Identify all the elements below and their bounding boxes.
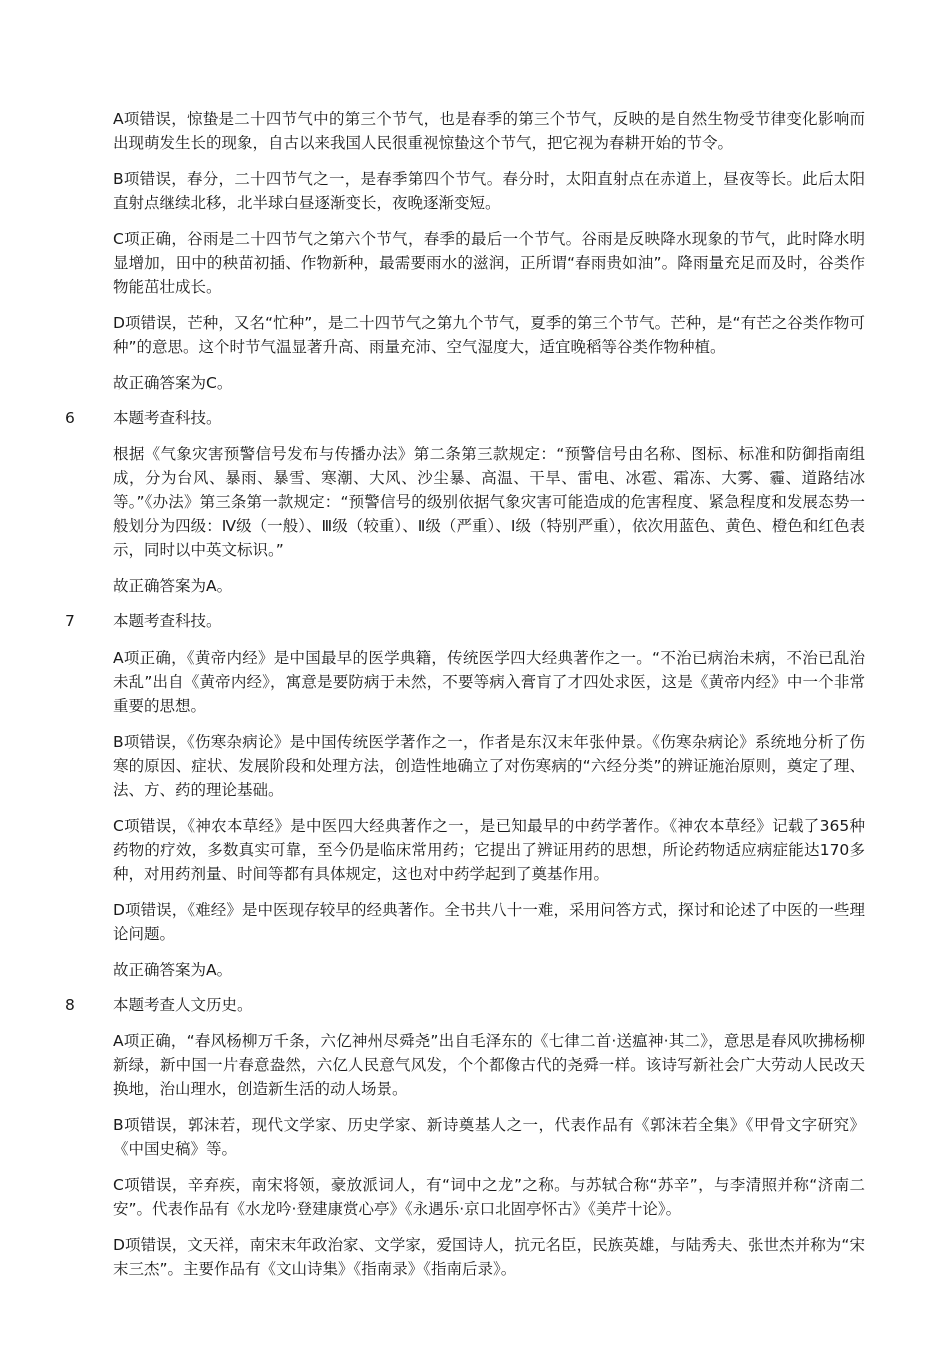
q5-option-a: A项错误，惊蛰是二十四节气中的第三个节气，也是春季的第三个节气，反映的是自然生物受节律变化影响而出现萌发生长的现象，自古以来我国人民很重视惊蛰这个节气，把它视为春耕开始的节令。 bbox=[113, 110, 865, 152]
q5-option-b: B项错误，春分，二十四节气之一，是春季第四个节气。春分时，太阳直射点在赤道上，昼夜等长。此后太阳直射点继续北移，北半球白昼逐渐变长，夜晚逐渐变短。 bbox=[113, 170, 865, 212]
q8-option-b: B项错误，郭沫若，现代文学家、历史学家、新诗奠基人之一，代表作品有《郭沫若全集》《甲骨文字研究》《中国史稿》等。 bbox=[113, 1116, 865, 1158]
q5-option-c: C项正确，谷雨是二十四节气之第六个节气，春季的最后一个节气。谷雨是反映降水现象的节气，此时降水明显增加，田中的秧苗初插、作物新种，最需要雨水的滋润，正所谓“春雨贵如油”。降雨量充足而及时，谷类作物能茁壮成长。 bbox=[113, 230, 865, 296]
q5-answer: 故正确答案为C。 bbox=[113, 374, 233, 392]
q7-option-a: A项正确，《黄帝内经》是中国最早的医学典籍，传统医学四大经典著作之一。“不治已病治未病，不治已乱治未乱”出自《黄帝内经》，寓意是要防病于未然，不要等病入膏肓了才四处求医，这是《黄帝内经》中一个非常重要的思想。 bbox=[113, 649, 865, 715]
q6-topic: 本题考查科技。 bbox=[113, 409, 222, 427]
q7-topic: 本题考查科技。 bbox=[113, 612, 222, 630]
q8-option-d: D项错误，文天祥，南宋末年政治家、文学家，爱国诗人，抗元名臣，民族英雄，与陆秀夫、张世杰并称为“宋末三杰”。主要作品有《文山诗集》《指南录》《指南后录》。 bbox=[113, 1236, 865, 1278]
q7-option-c: C项错误，《神农本草经》是中医四大经典著作之一，是已知最早的中药学著作。《神农本草经》记载了365种药物的疗效，多数真实可靠，至今仍是临床常用药；它提出了辨证用药的思想，所论药物适应病症能达170多种，对用药剂量、时间等都有具体规定，这也对中药学起到了奠基作用。 bbox=[113, 817, 865, 883]
q6-number: 6 bbox=[65, 409, 75, 427]
q6-answer: 故正确答案为A。 bbox=[113, 577, 233, 595]
q7-option-d: D项错误，《难经》是中医现存较早的经典著作。全书共八十一难，采用问答方式，探讨和论述了中医的一些理论问题。 bbox=[113, 901, 865, 943]
q8-option-a: A项正确，“春风杨柳万千条，六亿神州尽舜尧”出自毛泽东的《七律二首·送瘟神·其二》，意思是春风吹拂杨柳新绿，新中国一片春意盎然，六亿人民意气风发，个个都像古代的尧舜一样。该诗写新社会广大劳动人民改天换地，治山理水，创造新生活的动人场景。 bbox=[113, 1032, 865, 1098]
q7-answer: 故正确答案为A。 bbox=[113, 961, 233, 979]
q8-number: 8 bbox=[65, 996, 75, 1014]
q5-option-d: D项错误，芒种，又名“忙种”，是二十四节气之第九个节气，夏季的第三个节气。芒种，是“有芒之谷类作物可种”的意思。这个时节气温显著升高、雨量充沛、空气湿度大，适宜晚稻等谷类作物种植。 bbox=[113, 314, 865, 356]
q8-option-c: C项错误，辛弃疾，南宋将领，豪放派词人，有“词中之龙”之称。与苏轼合称“苏辛”，与李清照并称“济南二安”。代表作品有《水龙吟·登建康赏心亭》《永遇乐·京口北固亭怀古》《美芹十论》。 bbox=[113, 1176, 865, 1218]
q7-option-b: B项错误，《伤寒杂病论》是中国传统医学著作之一，作者是东汉末年张仲景。《伤寒杂病论》系统地分析了伤寒的原因、症状、发展阶段和处理方法，创造性地确立了对伤寒病的“六经分类”的辨证施治原则，奠定了理、法、方、药的理论基础。 bbox=[113, 733, 865, 799]
q7-number: 7 bbox=[65, 612, 75, 630]
q8-topic: 本题考查人文历史。 bbox=[113, 996, 253, 1014]
q6-body: 根据《气象灾害预警信号发布与传播办法》第二条第三款规定：“预警信号由名称、图标、标准和防御指南组成，分为台风、暴雨、暴雪、寒潮、大风、沙尘暴、高温、干旱、雷电、冰雹、霜冻、大雾、霾、道路结冰等。”《办法》第三条第一款规定：“预警信号的级别依据气象灾害可能造成的危害程度、紧急程度和发展态势一般划分为四级：Ⅳ级（一般）、Ⅲ级（较重）、Ⅱ级（严重）、Ⅰ级（特别严重），依次用蓝色、黄色、橙色和红色表示，同时以中英文标识。” bbox=[113, 445, 865, 559]
